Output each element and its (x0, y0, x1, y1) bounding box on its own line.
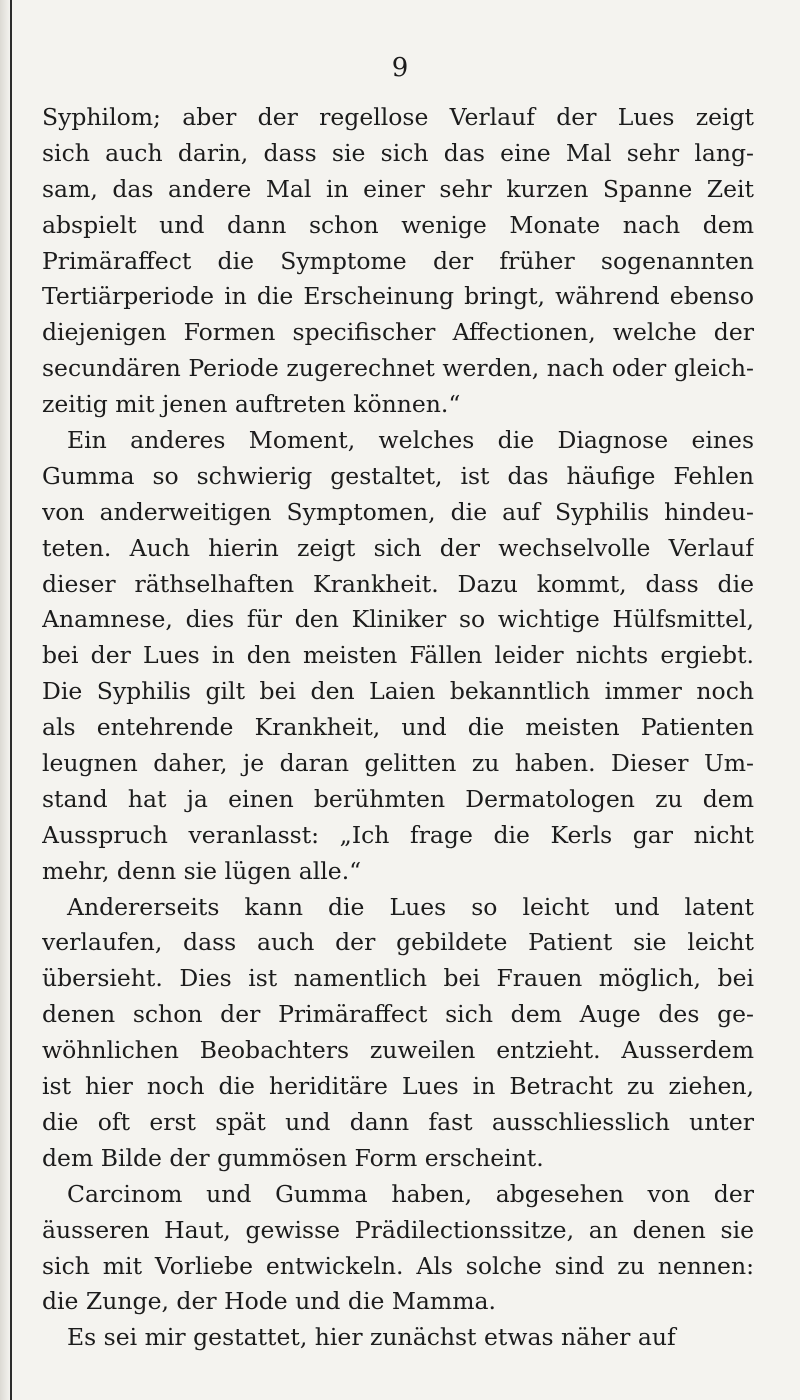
text-line: sich auch darin, dass sie sich das eine Mal sehr lang- (42, 138, 754, 167)
text-line: denen schon der Primäraffect sich dem Auge des ge- (42, 1000, 754, 1029)
text-line: Syphilom; aber der regellose Verlauf der Lues zeigt (42, 103, 754, 131)
text-line: Ausspruch veranlasst: „Ich frage die Kerls gar nicht (42, 820, 754, 849)
text-line: ist hier noch die heriditäre Lues in Betracht zu ziehen, (42, 1072, 754, 1101)
text-line: Carcinom und Gumma haben, abgesehen von der (67, 1179, 754, 1208)
text-line: Andererseits kann die Lues so leicht und latent (67, 892, 754, 921)
text-line: stand hat ja einen berühmten Dermatologen zu dem (42, 784, 754, 813)
text-line: Anamnese, dies für den Kliniker so wichtige Hülfsmittel, (42, 605, 754, 634)
text-line: übersieht. Dies ist namentlich bei Frauen möglich, bei (42, 964, 754, 993)
body-text (42, 100, 754, 1356)
text-line: als entehrende Krankheit, und die meisten Patienten (42, 713, 754, 742)
text-line: zeitig mit jenen auftreten können.“ (42, 390, 461, 419)
text-line: Tertiärperiode in die Erscheinung bringt, während ebenso (42, 282, 754, 311)
text-line: verlaufen, dass auch der gebildete Patient sie leicht (42, 928, 754, 957)
text-line: wöhnlichen Beobachters zuweilen entzieht. Ausserdem (42, 1036, 754, 1065)
text-line: secundären Periode zugerechnet werden, nach oder gleich- (42, 354, 754, 383)
text-line: abspielt und dann schon wenige Monate nach dem (42, 210, 754, 239)
text-line: leugnen daher, je daran gelitten zu haben. Dieser Um- (42, 749, 754, 778)
text-line: sam, das andere Mal in einer sehr kurzen Spanne Zeit (42, 174, 754, 203)
text-line: dem Bilde der gummösen Form erscheint. (42, 1143, 544, 1172)
text-line: Gumma so schwierig gestaltet, ist das häufige Fehlen (42, 461, 754, 490)
text-line: von anderweitigen Symptomen, die auf Syphilis hindeu- (42, 497, 754, 526)
text-line: dieser räthselhaften Krankheit. Dazu kommt, dass die (42, 569, 754, 598)
text-line: Es sei mir gestattet, hier zunächst etwas näher auf (67, 1323, 676, 1352)
text-line: diejenigen Formen specifischer Affectionen, welche der (42, 318, 754, 347)
text-line: die oft erst spät und dann fast ausschliesslich unter (42, 1107, 754, 1136)
text-line: die Zunge, der Hode und die Mamma. (42, 1287, 496, 1316)
text-line: mehr, denn sie lügen alle.“ (42, 856, 362, 885)
text-line: Die Syphilis gilt bei den Laien bekanntlich immer noch (42, 677, 754, 706)
text-line: Primäraffect die Symptome der früher sogenannten (42, 246, 754, 275)
text-line: teten. Auch hierin zeigt sich der wechselvolle Verlauf (42, 533, 754, 562)
text-line: Ein anderes Moment, welches die Diagnose eines (67, 426, 754, 455)
page-gutter-line (10, 0, 12, 1400)
text-line: äusseren Haut, gewisse Prädilectionssitze, an denen sie (42, 1215, 754, 1244)
text-line: bei der Lues in den meisten Fällen leider nichts ergiebt. (42, 641, 754, 670)
text-line: sich mit Vorliebe entwickeln. Als solche sind zu nennen: (42, 1251, 754, 1280)
page-number: 9 (391, 53, 409, 83)
page-gutter-shadow (0, 0, 10, 1400)
